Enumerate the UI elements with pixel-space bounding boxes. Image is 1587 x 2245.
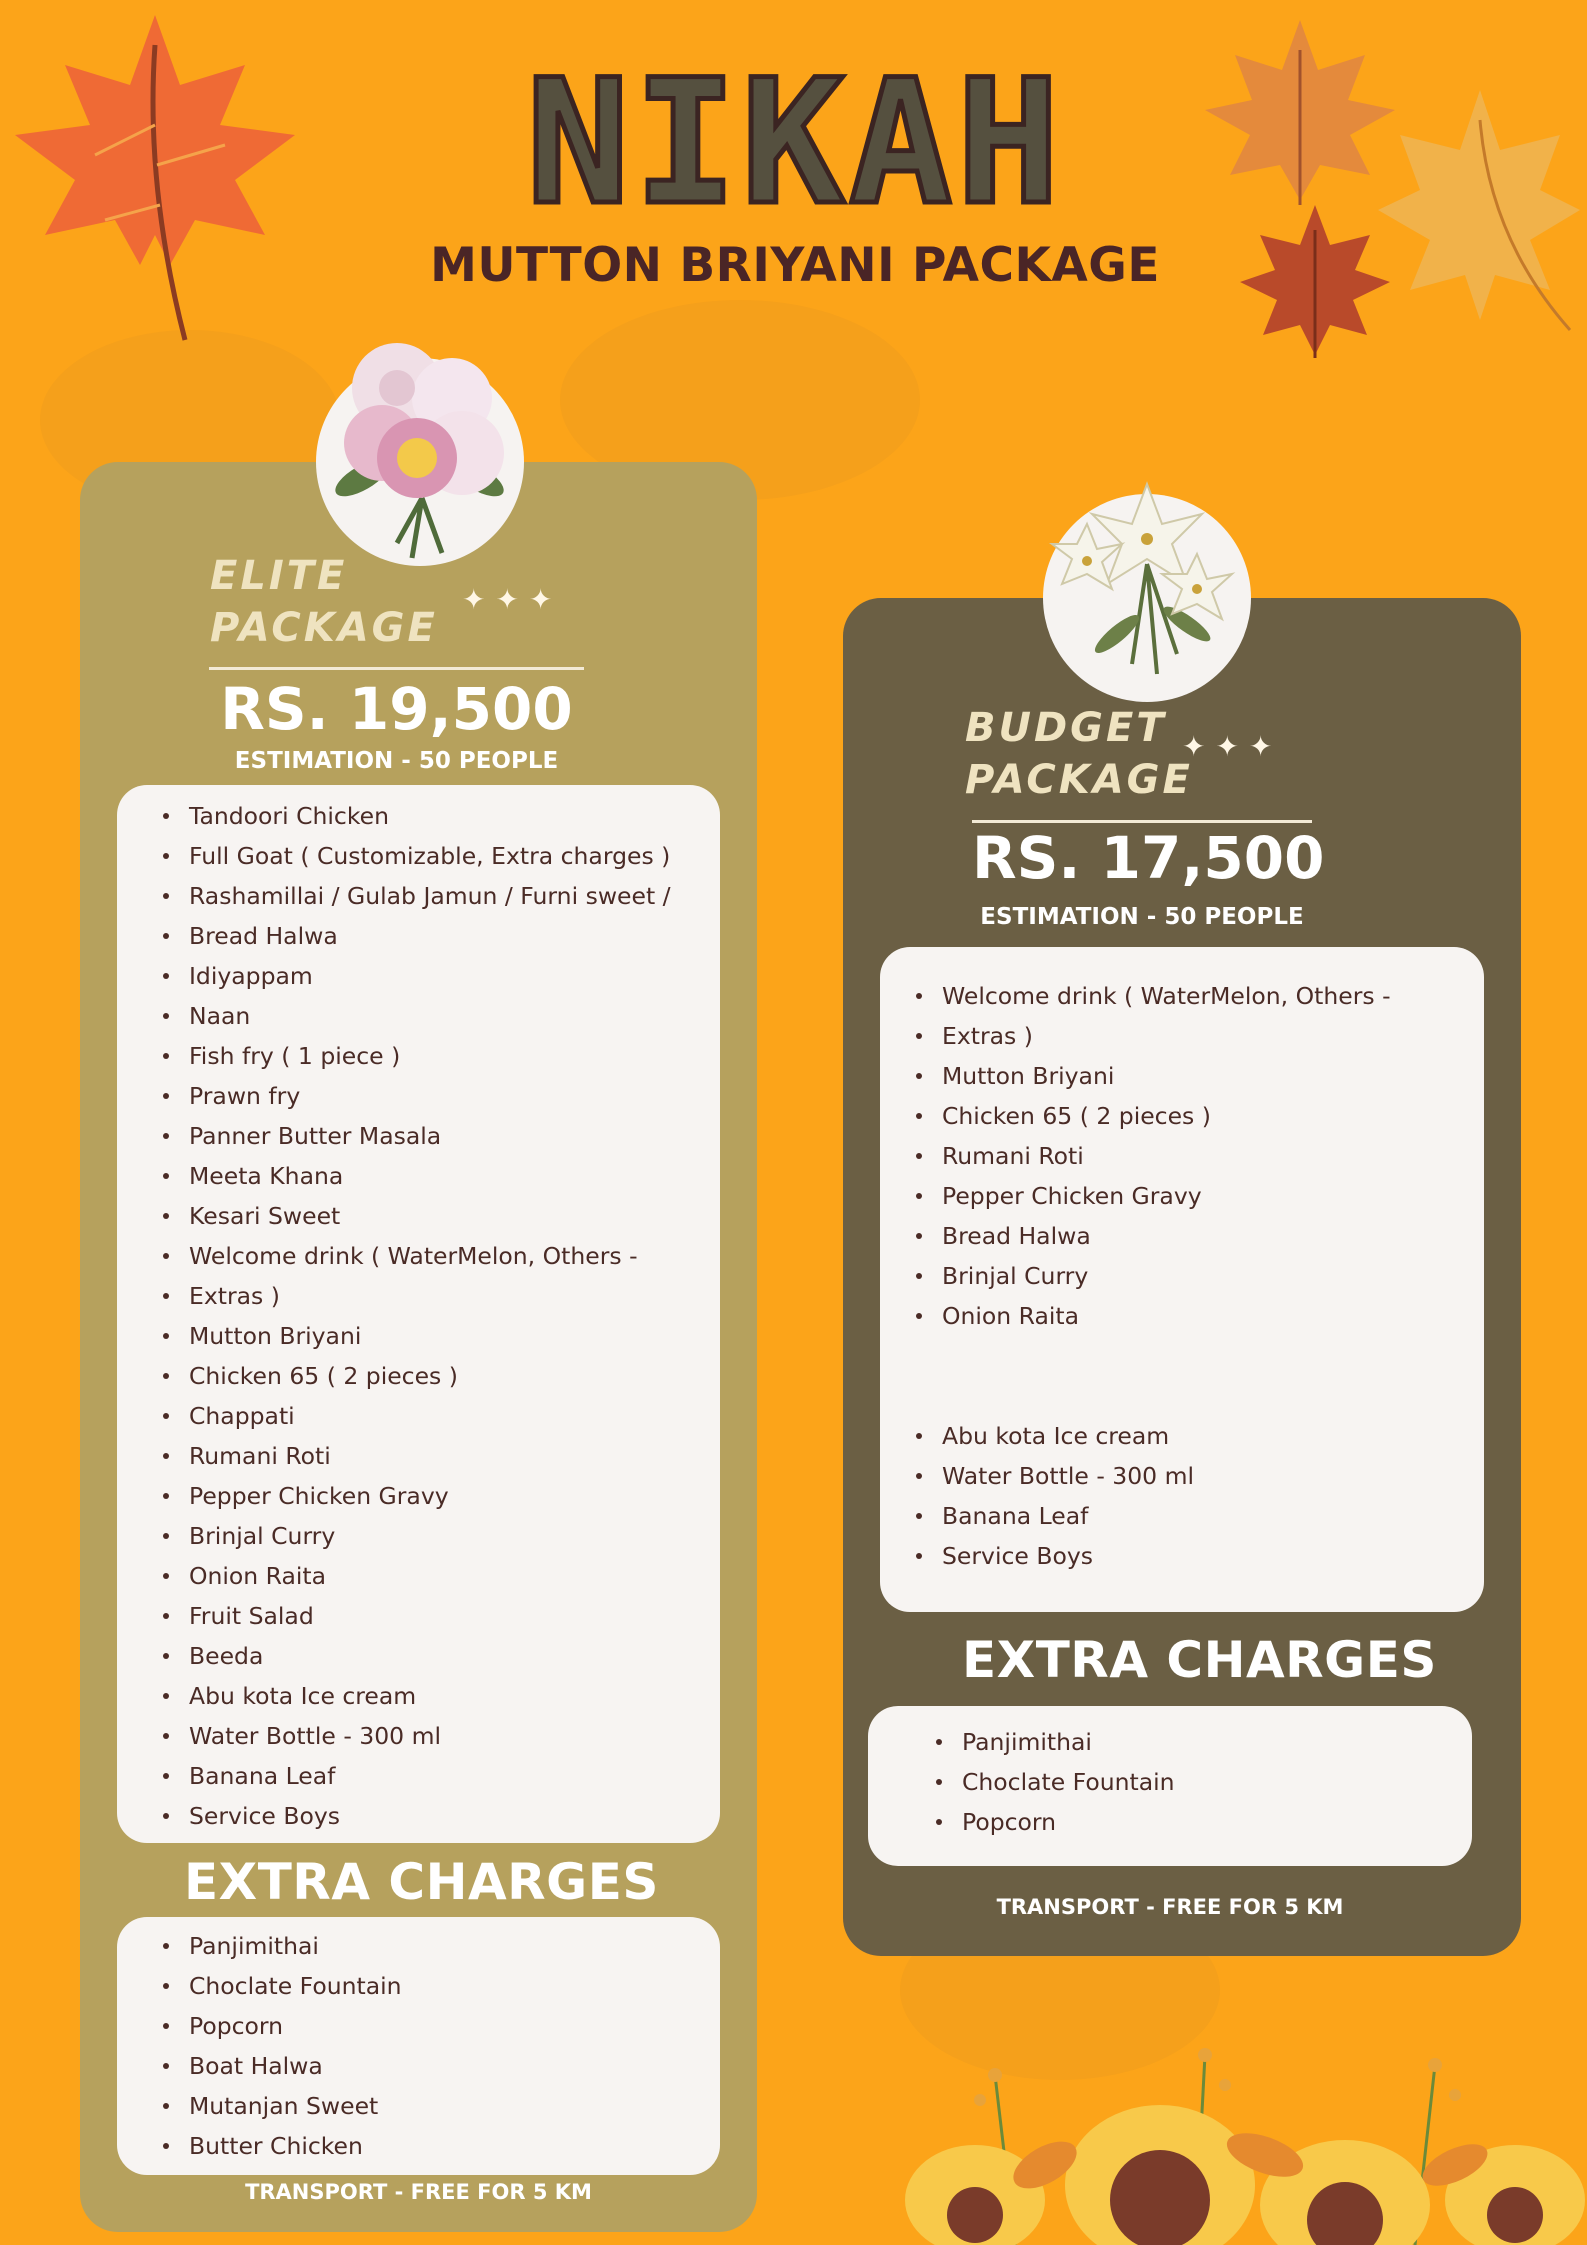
list-item: Brinjal Curry [157, 1516, 671, 1556]
list-item: Rumani Roti [910, 1136, 1391, 1176]
elite-transport-note: TRANSPORT - FREE FOR 5 KM [245, 2180, 592, 2204]
budget-estimation: ESTIMATION - 50 PEOPLE [980, 904, 1304, 930]
elite-name-line2: PACKAGE [210, 605, 438, 651]
divider [972, 820, 1312, 823]
list-item: Panjimithai [930, 1722, 1175, 1762]
list-item: Abu kota Ice cream [910, 1416, 1391, 1456]
list-item: Popcorn [157, 2006, 402, 2046]
budget-extra-charges-title: EXTRA CHARGES [962, 1631, 1437, 1689]
divider [209, 667, 584, 670]
list-item: Water Bottle - 300 ml [157, 1716, 671, 1756]
elite-menu-panel [117, 785, 720, 1843]
list-item: Fruit Salad [157, 1596, 671, 1636]
list-item: Abu kota Ice cream [157, 1676, 671, 1716]
page-subtitle: MUTTON BRIYANI PACKAGE [430, 238, 1160, 293]
sunflowers-icon [895, 2015, 1587, 2245]
list-item: Onion Raita [910, 1296, 1391, 1336]
list-item: Service Boys [157, 1796, 671, 1836]
list-item: Bread Halwa [910, 1216, 1391, 1256]
list-item: Kesari Sweet [157, 1196, 671, 1236]
list-item: Chappati [157, 1396, 671, 1436]
maple-leaf-icon [1235, 200, 1395, 360]
sparkle-stars-icon: ✦✦✦ [1182, 730, 1283, 763]
elite-extras-list [157, 1926, 402, 2166]
budget-name-line2: PACKAGE [965, 757, 1193, 803]
list-item: Naan [157, 996, 671, 1036]
peony-flower-icon [302, 328, 532, 568]
list-item: Tandoori Chicken [157, 796, 671, 836]
elite-price: RS. 19,500 [220, 675, 573, 743]
elite-estimation: ESTIMATION - 50 PEOPLE [234, 748, 559, 774]
list-item: Banana Leaf [157, 1756, 671, 1796]
list-item: Extras ) [157, 1276, 671, 1316]
maple-leaf-icon [1370, 80, 1585, 340]
page-title: NIKAH [526, 42, 1064, 243]
list-item: Beeda [157, 1636, 671, 1676]
list-item: Butter Chicken [157, 2126, 402, 2166]
list-item: Banana Leaf [910, 1496, 1391, 1536]
elite-extra-charges-title: EXTRA CHARGES [184, 1853, 659, 1911]
list-item: Choclate Fountain [930, 1762, 1175, 1802]
list-item: Fish fry ( 1 piece ) [157, 1036, 671, 1076]
list-item: Idiyappam [157, 956, 671, 996]
list-item: Panjimithai [157, 1926, 402, 1966]
list-item: Bread Halwa [157, 916, 671, 956]
elite-menu-list [157, 796, 671, 1836]
list-item: Onion Raita [157, 1556, 671, 1596]
list-item: Rumani Roti [157, 1436, 671, 1476]
flower-medallion [1043, 494, 1251, 702]
list-item: Popcorn [930, 1802, 1175, 1842]
list-item: Rashamillai / Gulab Jamun / Furni sweet / [157, 876, 671, 916]
maple-leaf-icon [5, 5, 305, 345]
budget-transport-note: TRANSPORT - FREE FOR 5 KM [996, 1895, 1344, 1919]
list-spacer [910, 1336, 1391, 1376]
list-item: Welcome drink ( WaterMelon, Others - [910, 976, 1391, 1016]
budget-name-line1: BUDGET [965, 705, 1167, 751]
list-item: Mutton Briyani [910, 1056, 1391, 1096]
list-item: Pepper Chicken Gravy [910, 1176, 1391, 1216]
list-item: Boat Halwa [157, 2046, 402, 2086]
list-item: Extras ) [910, 1016, 1391, 1056]
list-item: Meeta Khana [157, 1156, 671, 1196]
list-item: Service Boys [910, 1536, 1391, 1576]
list-item: Full Goat ( Customizable, Extra charges ) [157, 836, 671, 876]
list-item: Panner Butter Masala [157, 1116, 671, 1156]
sparkle-stars-icon: ✦✦✦ [462, 583, 563, 616]
list-item: Prawn fry [157, 1076, 671, 1116]
list-item: Brinjal Curry [910, 1256, 1391, 1296]
list-item: Chicken 65 ( 2 pieces ) [157, 1356, 671, 1396]
list-item: Choclate Fountain [157, 1966, 402, 2006]
elite-extras-panel [117, 1917, 720, 2175]
list-spacer [910, 1376, 1391, 1416]
budget-extras-list [930, 1722, 1175, 1842]
list-item: Mutton Briyani [157, 1316, 671, 1356]
flower-medallion [316, 358, 524, 566]
elite-package-name [210, 550, 438, 654]
list-item: Chicken 65 ( 2 pieces ) [910, 1096, 1391, 1136]
budget-menu-panel [880, 947, 1484, 1612]
budget-menu-list [910, 976, 1391, 1576]
list-item: Water Bottle - 300 ml [910, 1456, 1391, 1496]
budget-package-name [965, 702, 1193, 806]
list-item: Welcome drink ( WaterMelon, Others - [157, 1236, 671, 1276]
budget-extras-panel [868, 1706, 1472, 1866]
elite-name-line1: ELITE [210, 553, 348, 599]
list-item: Mutanjan Sweet [157, 2086, 402, 2126]
budget-price: RS. 17,500 [972, 824, 1325, 892]
lily-flower-icon [1037, 444, 1257, 684]
list-item: Pepper Chicken Gravy [157, 1476, 671, 1516]
